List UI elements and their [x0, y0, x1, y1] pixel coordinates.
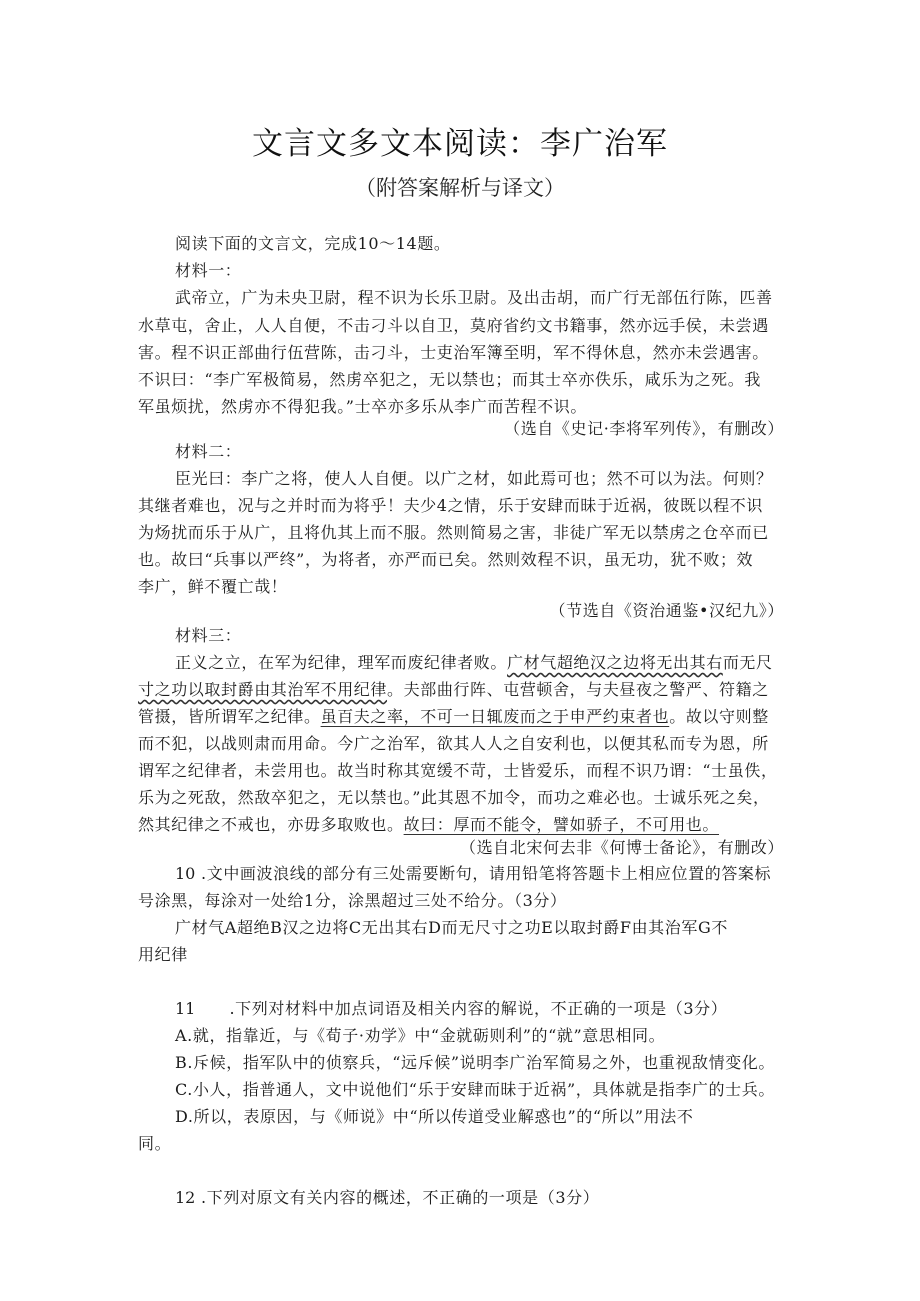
- material2-source: （节选自《资治通鉴•汉纪九》）: [549, 601, 784, 620]
- material1-source: （选自《史记·李将军列传》，有删改）: [504, 419, 784, 438]
- material3-label: 材料三：: [175, 626, 242, 645]
- question-10-options: 用纪律: [138, 945, 188, 964]
- question-11-option: B.斥候，指军队中的侦察兵，“远斥候”说明李广治军简易之外，也重视敌情变化。: [175, 1053, 776, 1072]
- material2-line: 其继者难也，况与之并时而为将乎！夫少4之情，乐于安肆而昧于近祸，彼既以程不识: [138, 496, 763, 515]
- material3-line: [138, 813, 784, 837]
- material1-line: 水草屯，舍止，人人自便，不击刁斗以自卫，莫府省约文书籍事，然亦远手侯，未尝遇: [138, 316, 769, 335]
- question-12-line: [175, 1186, 784, 1210]
- material3-line: 谓军之纪律者，未尝用也。故当时称其宽缓不苛，士皆爱乐，而程不识乃谓：“士虽佚，: [138, 761, 778, 780]
- question-11-option: A.就，指靠近，与《荀子·劝学》中“金就砺则利”的“就”意思相同。: [175, 1026, 666, 1045]
- material2-line: 臣光曰：李广之将，使人人自便。以广之材，如此焉可也；然不可以为法。何则？: [175, 469, 773, 488]
- instruction-text: 阅读下面的文言文，完成10～14题。: [175, 234, 451, 253]
- question-11-line: [175, 997, 784, 1021]
- material3-line: 而不犯，以战则肃而用命。今广之治军，欲其人人之自安利也，以便其私而专为恩，所: [138, 734, 769, 753]
- wavy-underlined-text: 广材气超绝汉之边将无出其右: [507, 653, 723, 672]
- question-number: 12: [175, 1188, 196, 1207]
- question-stem: .下列对材料中加点词语及相关内容的解说，不正确的一项是（3分）: [229, 999, 728, 1018]
- material2-line: 也。故曰“兵事以严终”，为将者，亦严而已矣。然则效程不识，虽无功，犹不败；效: [138, 550, 754, 569]
- material3-text: 。故以守则整: [669, 707, 769, 726]
- material3-text: 。夫部曲行阵、屯营顿舍，与夫昼夜之警严、符籍之: [387, 680, 769, 699]
- material3-text: 管摄，皆所谓军之纪律。: [138, 707, 321, 726]
- question-10-line: [175, 862, 784, 886]
- material3-text: 然其纪律之不戒也，亦毋多取败也。: [138, 815, 404, 834]
- material1-line: 武帝立，广为未央卫尉，程不识为长乐卫尉。及出击胡，而广行无部伍行陈，匹善: [175, 288, 773, 307]
- question-11-option: 同。: [138, 1134, 172, 1153]
- material2-line: 为炀扰而乐于从广，且将仇其上而不服。然则简易之害，非徒广军无以禁虏之仓卒而已: [138, 523, 769, 542]
- material1-label: 材料一：: [175, 261, 242, 280]
- question-stem: .文中画波浪线的部分有三处需要断句，请用铅笔将答题卡上相应位置的答案标: [201, 864, 772, 883]
- underlined-text: 虽百夫之率，不可一日辄废而之于申严约束者也: [320, 707, 670, 726]
- question-number: 11: [175, 999, 196, 1018]
- material1-line: 军虽烦扰，然虏亦不得犯我。”士卒亦多乐从李广而苦程不识。: [138, 397, 587, 416]
- page-title: 文言文多文本阅读：李广治军: [252, 126, 668, 162]
- material3-line: 乐为之死敌，然敌卒犯之，无以禁也。”此其恩不加令，而功之难必也。士诚乐死之矣，: [138, 788, 770, 807]
- material3-line: [175, 651, 784, 675]
- question-11-option: D.所以，表原因，与《师说》中“所以传道受业解惑也”的“所以”用法不: [175, 1107, 694, 1126]
- material3-text: 正义之立，在军为纪律，理军而废纪律者败。: [175, 653, 508, 672]
- material3-line: [138, 678, 784, 702]
- question-number: 10: [175, 864, 196, 883]
- wavy-underlined-text: 寸之功以取封爵由其治军不用纪律: [138, 680, 388, 699]
- material1-line: 害。程不识正部曲行伍营陈，击刁斗，士吏治军簿至明，军不得休息，然亦未尝遇害。: [138, 343, 769, 362]
- question-stem: .下列对原文有关内容的概述，不正确的一项是（3分）: [201, 1188, 600, 1207]
- question-11-option: C.小人，指普通人，文中说他们“乐于安肆而昧于近祸”，具体就是指李广的士兵。: [175, 1080, 775, 1099]
- material3-line: [138, 705, 784, 729]
- underlined-text: 故曰：厚而不能令，譬如骄子，不可用也。: [403, 815, 720, 834]
- material3-source: （选自北宋何去非《何博士备论》，有删改）: [459, 838, 784, 857]
- question-10-line: 号涂黑，每涂对一处给1分，涂黑超过三处不给分。（3分）: [138, 891, 567, 910]
- material2-label: 材料二：: [175, 442, 242, 461]
- material1-line: 不识曰：“李广军极简易，然虏卒犯之，无以禁也；而其士卒亦佚乐，咸乐为之死。我: [138, 370, 761, 389]
- material3-text: 而无尺: [722, 653, 773, 672]
- question-10-options: 广材气A超绝B汉之边将C无出其右D而无尺寸之功E以取封爵F由其治军G不: [175, 918, 728, 937]
- page-subtitle: （附答案解析与译文）: [355, 176, 565, 200]
- material2-line: 李广，鲜不覆亡哉！: [138, 577, 288, 596]
